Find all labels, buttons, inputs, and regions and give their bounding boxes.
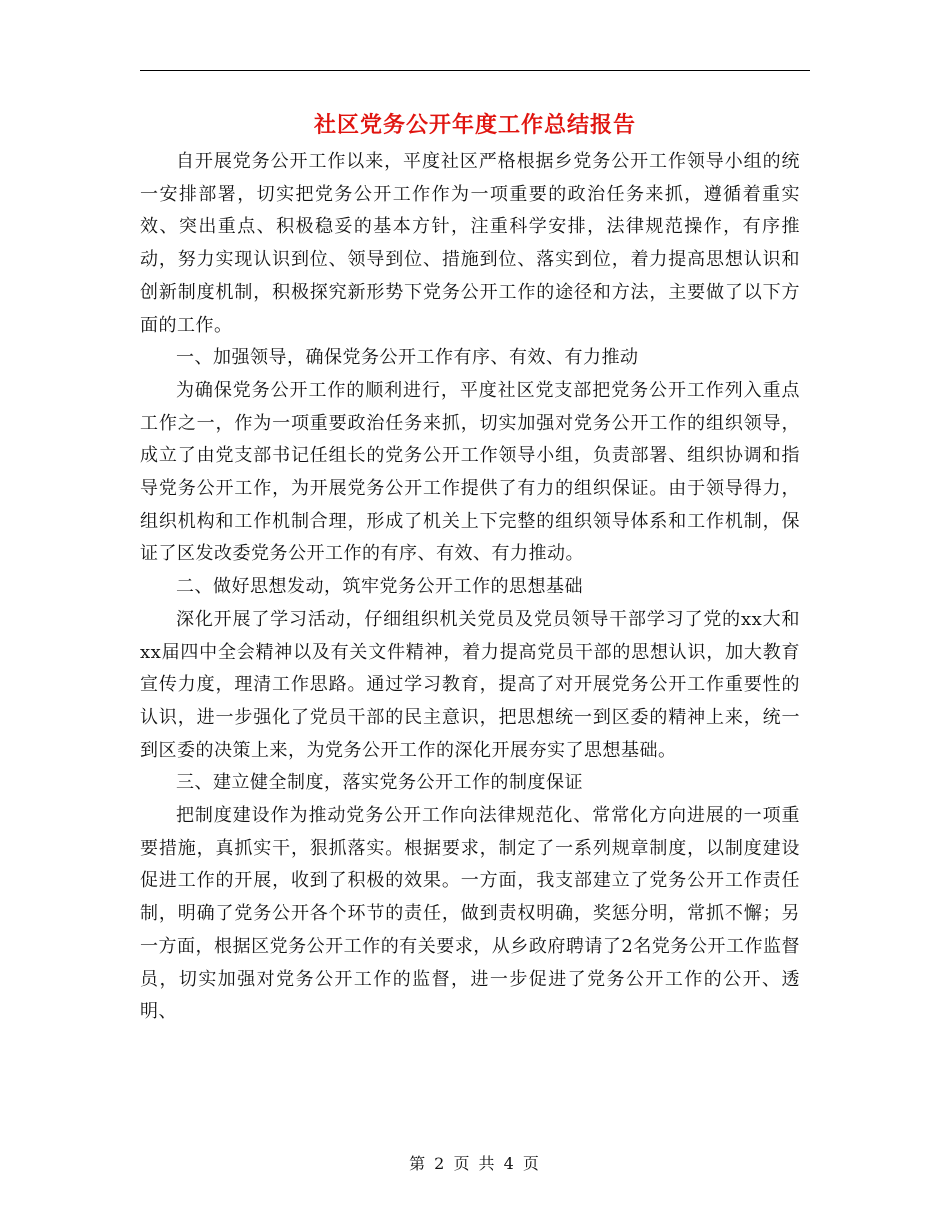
document-body xyxy=(140,146,800,1029)
header-rule xyxy=(140,70,810,71)
section-heading-2: 二、做好思想发动，筑牢党务公开工作的思想基础 xyxy=(176,576,583,598)
page-number-footer: 第 2 页 共 4 页 xyxy=(409,1154,541,1173)
paragraph-section-3: 把制度建设作为推动党务公开工作向法律规范化、常常化方向进展的一项重要措施，真抓实干，狠抓落实。根据要求，制定了一系列规章制度，以制度建设促进工作的开展，收到了积极的效果。一方面，我支部建立了党务公开工作责任制，明确了党务公开各个环节的责任，做到责权明确，奖惩分明，常抓不懈；另一方面，根据区党务公开工作的有关要求，从乡政府聘请了2名党务公开工作监督员，切实加强对党务公开工作的监督，进一步促进了党务公开工作的公开、透明、 xyxy=(140,805,800,1023)
paragraph-intro: 自开展党务公开工作以来，平度社区严格根据乡党务公开工作领导小组的统一安排部署，切实把党务公开工作作为一项重要的政治任务来抓，遵循着重实效、突出重点、积极稳妥的基本方针，注重科学安排，法律规范操作，有序推动，努力实现认识到位、领导到位、措施到位、落实到位，着力提高思想认识和创新制度机制，积极探究新形势下党务公开工作的途径和方法，主要做了以下方面的工作。 xyxy=(140,151,800,336)
document-title: 社区党务公开年度工作总结报告 xyxy=(313,113,636,138)
section-heading-3: 三、建立健全制度，落实党务公开工作的制度保证 xyxy=(176,772,583,794)
paragraph-section-2: 深化开展了学习活动，仔细组织机关党员及党员领导干部学习了党的xx大和xx届四中全会精神以及有关文件精神，着力提高党员干部的思想认识，加大教育宣传力度，理清工作思路。通过学习教育，提高了对开展党务公开工作重要性的认识，进一步强化了党员干部的民主意识，把思想统一到区委的精神上来，统一到区委的决策上来，为党务公开工作的深化开展夯实了思想基础。 xyxy=(140,608,800,761)
section-heading-1: 一、加强领导，确保党务公开工作有序、有效、有力推动 xyxy=(176,347,639,369)
paragraph-section-1: 为确保党务公开工作的顺利进行，平度社区党支部把党务公开工作列入重点工作之一，作为一项重要政治任务来抓，切实加强对党务公开工作的组织领导，成立了由党支部书记任组长的党务公开工作领导小组，负责部署、组织协调和指导党务公开工作，为开展党务公开工作提供了有力的组织保证。由于领导得力，组织机构和工作机制合理，形成了机关上下完整的组织领导体系和工作机制，保证了区发改委党务公开工作的有序、有效、有力推动。 xyxy=(140,379,800,565)
